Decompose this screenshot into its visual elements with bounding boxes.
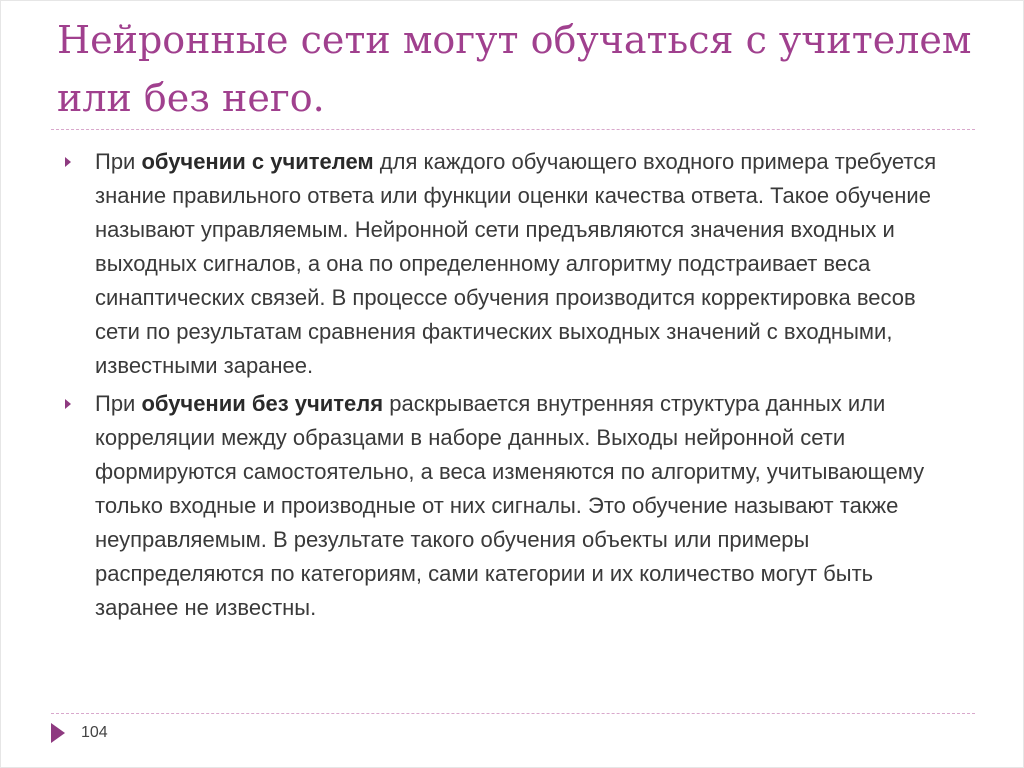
- bullet-prefix: При: [95, 391, 142, 416]
- page-number: 104: [81, 724, 108, 741]
- bullet-text: раскрывается внутренняя структура данных или корреляции между образцами в наборе данных. Выходы нейронной сети формируются самостоятельно, а веса изменяются по алгоритму, учитывающему только входные и производные от них сигналы. Это обучение называют также неуправляемым. В результате такого обучения объекты или примеры распределяются по категориям, сами категории и их количество могут быть заранее не известны.: [95, 391, 925, 620]
- footer-divider: [51, 713, 975, 714]
- bullet-emphasis: обучении с учителем: [141, 149, 374, 174]
- footer-arrow-icon: [51, 723, 65, 743]
- bullet-prefix: При: [95, 149, 142, 174]
- bullet-arrow-icon: [65, 399, 71, 409]
- bullet-item: [61, 387, 961, 625]
- bullet-emphasis: обучении без учителя: [141, 391, 384, 416]
- slide-title: Нейронные сети могут обучаться с учителем или без него.: [57, 18, 972, 120]
- bullet-arrow-icon: [65, 157, 71, 167]
- title-divider: [51, 129, 975, 130]
- bullet-text: для каждого обучающего входного примера требуется знание правильного ответа или функции оценки качества ответа. Такое обучение называют управляемым. Нейронной сети предъявляются значения входных и выходных сигналов, а она по определенному алгоритму подстраивает веса синаптических связей. В процессе обучения производится корректировка весов сети по результатам сравнения фактических выходных значений с входными, известными заранее.: [95, 149, 937, 378]
- bullet-item: [61, 145, 961, 383]
- bullet-list: [61, 145, 961, 629]
